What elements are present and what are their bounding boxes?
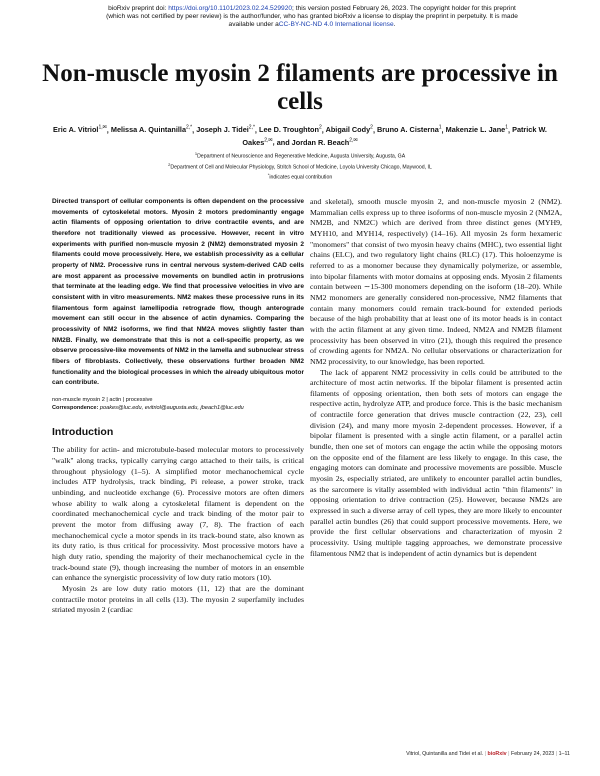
right-column — [310, 197, 562, 559]
right-paragraph-2: The lack of apparent NM2 processivity in cells could be attributed to the architecture of most actin networks. If the bipolar filament is presented actin filaments of opposing orientation, then both sets of motors can engage the respective actin, hydrolyze ATP, and produce force. This is the basic mechanism of contractile force generation that drives muscle contraction (22, 23), cell division (24), and many more myosin 2-dependent processes. However, if a bipolar filament is presented with a single actin filament, or a parallel actin bundle, then one set of motors can engage the actin while the opposing motors on the opposite end of the filament are less likely to engage. In this case, the engaging motors can dominate and processive movements are possible. Muscle myosin 2s, especially striated, are unlikely to encounter parallel actin bundles, as the sarcomere is vitally assembled with individual actin "thin filaments" in opposing orientation to drive contraction (25). However, because NM2s are expressed in such a diverse array of cell types, they are more likely to encounter parallel actin bundles (26) that could support processive movements. Here, we provide the first cellular observations and characterization of myosin 2 processivity. Using multiple tagging approaches, we demonstrate processive filamentous NM2 that is independent of actin dynamics but is dependent — [310, 367, 562, 558]
footer-pages: 1–11 — [558, 751, 570, 757]
preprint-header — [52, 5, 572, 30]
author-affiliation-mark: 2 — [370, 125, 373, 131]
footer-date: February 24, 2023 — [510, 751, 555, 757]
author-name: Joseph J. Tidei$^{2,*}$ — [196, 125, 255, 135]
author-affiliation-mark: 1 — [438, 125, 442, 131]
doi-link[interactable]: https://doi.org/10.1101/2023.02.24.529920 — [168, 5, 293, 12]
correspondence-emails[interactable]: poakes@luc.edu, evitriol@augusta.edu, jbeach1@luc.edu — [99, 405, 244, 412]
author-name: Bruno A. Cisterna$^1$ — [377, 125, 442, 135]
header-line-2: (which was not certified by peer review) is the author/funder, who has granted bioRxiv a license to display the preprint in perpetuity. It is made — [106, 13, 518, 21]
author-name: Eric A. Vitriol$^{1,✉}$ — [53, 125, 107, 135]
affiliation-line: $^2$Department of Cell and Molecular Physiology, Stritch School of Medicine, Loyola University Chicago, Maywood, IL — [168, 161, 432, 171]
author-name: Abigail Cody$^2$ — [325, 125, 373, 135]
author-name: Melissa A. Quintanilla$^{2,*}$ — [110, 125, 193, 135]
abstract: Directed transport of cellular components is often dependent on the processive movements of cytoskeletal motors. Myosin 2 motors predominantly engage actin filaments of opposing orientation to drive contractile events, and are therefore not traditionally viewed as processive. However, recent in vitro experiments with purified non-muscle myosin 2 (NM2) demonstrated myosin 2 filaments could move processively. Here, we establish processivity as a cellular property of NM2. Processive runs in central nervous system-derived CAD cells are most apparent as processive movements on bundled actin in protrusions that terminate at the leading edge. We find that processive velocities in vivo are consistent with in vitro measurements. NM2 makes these processive runs in its filamentous form against lamellipodia retrograde flow, though anterograde movement can still occur in the absence of actin dynamics. Comparing the processivity of NM2 isoforms, we find that NM2A moves slightly faster than NM2B. Finally, we demonstrate that this is not a cell-specific property, as we observe processive-like movements of NM2 in the lamella and subnuclear stress fibers of fibroblasts. Collectively, these observations further broaden NM2 functionality and the biological processes in which the already ubiquitous motor can contribute. — [52, 198, 304, 387]
author-name: Makenzie L. Jane$^1$ — [445, 125, 509, 135]
header-line-1: bioRxiv preprint doi: https://doi.org/10.1101/2023.02.24.529920; this version posted February 26, 2023. The copyright holder for this preprint — [108, 5, 516, 12]
author-affiliation-mark: 2,✉ — [349, 137, 358, 144]
page-footer: Vitriol, Quintanilla and Tidei et al. | bioRxiv | February 24, 2023 | 1–11 — [406, 751, 570, 757]
keywords-block — [52, 396, 304, 413]
author-list: Eric A. Vitriol$^{1,✉}$, Melissa A. Quintanilla$^{2,*}$, Joseph J. Tidei$^{2,*}$, Lee D. Troughton$^2$, Abigail Cody$^2$, Bruno A. Cisterna$^1$, Makenzie L. Jane$^1$, Patrick W. Oakes$^{2,✉}$, and Jordan R. Beach$^{2,✉}$ — [53, 125, 547, 147]
left-column — [52, 197, 304, 616]
introduction-heading: Introduction — [52, 425, 114, 438]
intro-paragraph-1: The ability for actin- and microtubule-based molecular motors to processively "walk" along tracks, typically carrying cargo attached to their tails, is critical throughout physiology (1–5). A simplified motor mechanochemical cycle includes ATP hydrolysis, track binding, Pi release, a power stroke, track unbinding, and nucleotide exchange (6). Processive motors are often dimers whose ability to walk along a cytoskeletal filament is dependent on the coordinated mechanochemical cycle and track binding of the motor pair to prevent the motor from diffusing away (7, 8). The fraction of each mechanochemical cycle a motor spends in its track-bound state, also known as its duty ratio, is thus critical for processivity. Most processive motors have a high duty ratio, spending the majority of their mechanochemical cycle in the track-bound state (9), though increasing the number of motors in an ensemble can enhance the synergistic processivity of low duty ratio motors (10). — [52, 445, 304, 583]
affiliations — [40, 150, 560, 182]
intro-paragraph-2: Myosin 2s are low duty ratio motors (11, 12) that are the dominant contractile motor proteins in all cells (13). The myosin 2 superfamily includes striated myosin 2 (cardiac — [52, 584, 304, 615]
license-link[interactable]: CC-BY-NC-ND 4.0 International license — [278, 21, 394, 29]
author-affiliation-mark: 1,✉ — [98, 125, 107, 131]
author-affiliation-mark: 2,✉ — [264, 137, 273, 144]
keywords: non-muscle myosin 2 | actin | processive — [52, 396, 153, 403]
affiliation-line: *indicates equal contribution — [267, 172, 333, 182]
header-line-3: available under aCC-BY-NC-ND 4.0 International license. — [228, 21, 396, 29]
author-name: Patrick W. Oakes$^{2,✉}$ — [242, 125, 547, 147]
author-name: Lee D. Troughton$^2$ — [258, 125, 322, 135]
author-name: and Jordan R. Beach$^{2,✉}$ — [276, 137, 358, 147]
right-paragraph-1: and skeletal), smooth muscle myosin 2, and non-muscle myosin 2 (NM2). Mammalian cells express up to three isoforms of non-muscle myosin 2 (NM2A, NM2B, and NM2C) which are derived from three distinct genes (MYH9, MYH10, and MYH14, respectively) (14–16). All myosin 2s form hexameric "monomers" that consist of two myosin heavy chains (MHC), two essential light chains (ELC), and two regulatory light chains (RLC) (17). This holoenzyme is referred to as a monomer because they dynamically polymerize, or assemble, into bipolar filaments with motor domains at opposing ends. Myosin 2 filaments contain between ∼15-300 monomers depending on the isoform (18–20). While NM2 monomers are generally considered non-processive, NM2 filaments that contain many monomers could remain track-bound for extended periods because of the high probability that at least one of its motor heads is in contact with the actin filament at any given time. Indeed, NM2A and NM2B filament processivity has been observed in vitro (21), though this required the presence of crowding agents for NM2A. No cellular observations or characterization for NM2 processivity, to our knowledge, has been reported. — [310, 197, 562, 366]
author-affiliation-mark: 2,* — [248, 125, 255, 131]
author-affiliation-mark: 1 — [505, 125, 509, 131]
affiliation-line: $^1$Department of Neuroscience and Regenerative Medicine, Augusta University, Augusta, GA — [194, 151, 406, 160]
correspondence: Correspondence: poakes@luc.edu, evitriol@augusta.edu, jbeach1@luc.edu — [52, 405, 244, 412]
author-affiliation-mark: 2,* — [186, 125, 193, 131]
author-affiliation-mark: 2 — [318, 125, 322, 131]
footer-authors: Vitriol, Quintanilla and Tidei et al. — [406, 751, 484, 757]
biorxiv-logo: bioRxiv — [487, 751, 507, 757]
paper-title: Non-muscle myosin 2 filaments are processive in cells — [42, 60, 558, 115]
